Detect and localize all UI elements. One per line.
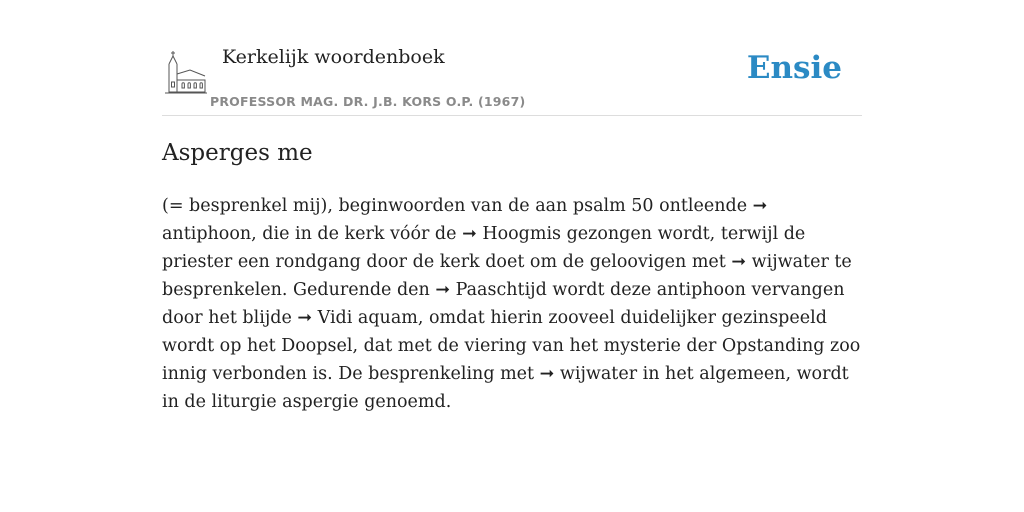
entry-text: gezongen wordt, terwijl de priester een rondgang door de kerk doet om de geloovigen met: [162, 224, 806, 272]
cross-reference-arrow-icon: ➞: [297, 308, 313, 328]
entry-text: wordt deze antiphoon vervangen door het blijde: [162, 280, 845, 328]
dictionary-title[interactable]: Kerkelijk woordenboek: [222, 46, 445, 68]
cross-reference-link[interactable]: wijwater: [751, 252, 829, 272]
cross-reference-arrow-icon: ➞: [539, 364, 555, 384]
entry-body: [162, 192, 862, 416]
church-icon: [165, 50, 207, 94]
brand-logo-link[interactable]: Ensie: [746, 50, 842, 86]
dictionary-header: [162, 40, 862, 116]
cross-reference-link[interactable]: Vidi aquam: [317, 308, 418, 328]
entry-title: Asperges me: [162, 140, 313, 166]
entry-text: , omdat hierin zooveel duidelijker gezinspeeld wordt op het Doopsel, dat met de viering van het mysterie der Opstanding zoo innig verbonden is. De besprenkeling met: [162, 308, 861, 384]
cross-reference-arrow-icon: ➞: [752, 196, 768, 216]
dictionary-author: PROFESSOR MAG. DR. J.B. KORS O.P. (1967): [210, 94, 526, 109]
cross-reference-arrow-icon: ➞: [462, 224, 477, 244]
entry-text: , die in de kerk vóór de: [251, 224, 463, 244]
entry-text: in het algemeen, wordt in de liturgie aspergie genoemd.: [162, 364, 849, 412]
cross-reference-link[interactable]: antiphoon: [162, 224, 252, 244]
cross-reference-link[interactable]: Hoogmis: [482, 224, 562, 244]
cross-reference-link[interactable]: wijwater: [559, 364, 638, 384]
cross-reference-link[interactable]: Paaschtijd: [455, 280, 547, 300]
cross-reference-arrow-icon: ➞: [731, 252, 747, 272]
cross-reference-arrow-icon: ➞: [435, 280, 451, 300]
entry-text: te besprenkelen. Gedurende den: [162, 252, 852, 300]
entry-text: (= besprenkel mij), beginwoorden van de aan psalm 50 ontleende: [162, 196, 753, 216]
